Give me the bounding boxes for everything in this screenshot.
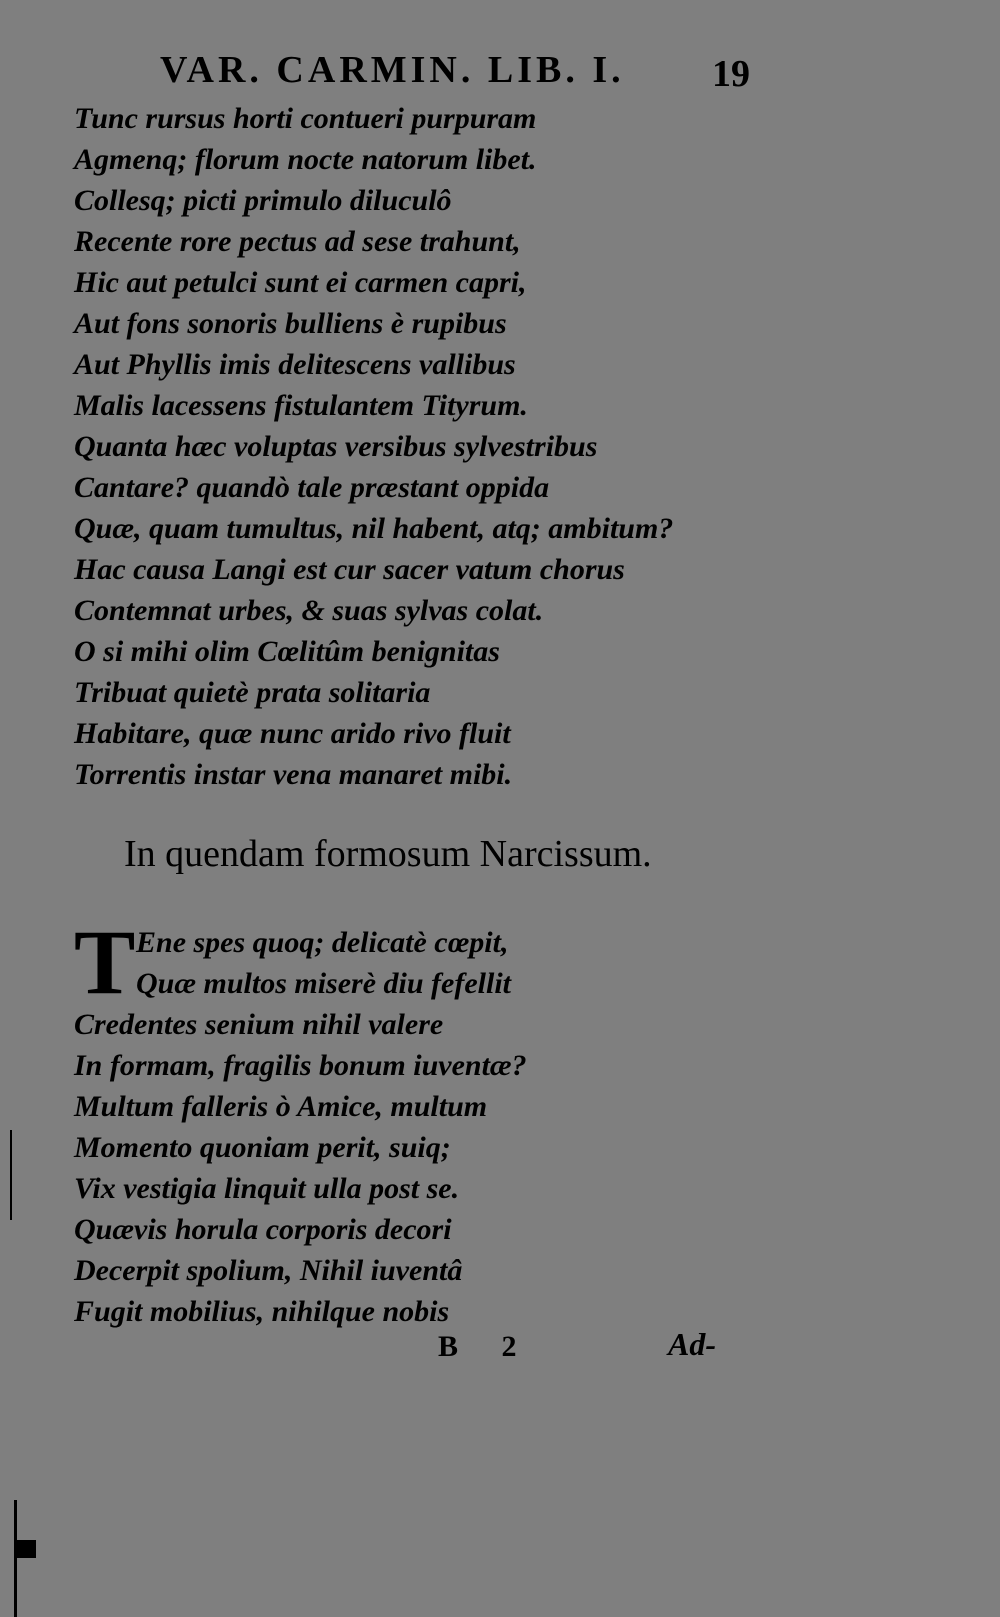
verse-line: Multum falleris ò Amice, multum [74, 1090, 488, 1123]
verse-line: Recente rore pectus ad sese trahunt, [74, 225, 521, 258]
verse-line: Hic aut petulci sunt ei carmen capri, [74, 266, 527, 299]
page-number: 19 [712, 53, 750, 95]
verse-line: Ene spes quoq; delicatè cœpit, [136, 926, 509, 959]
verse-line: Torrentis instar vena manaret mibi. [74, 758, 513, 791]
verse-line: Cantare? quandò tale præstant oppida [74, 471, 550, 504]
poem-1 [74, 98, 754, 795]
verse-line: Credentes senium nihil valere [74, 1008, 444, 1041]
verse-line: Agmenq; florum nocte natorum libet. [74, 143, 537, 176]
verse-line: Collesq; picti primulo diluculô [74, 184, 452, 217]
verse-line: Quævis horula corporis decori [74, 1213, 452, 1246]
verse-line: Aut fons sonoris bulliens è rupibus [74, 307, 507, 340]
verse-line: Tribuat quietè prata solitaria [74, 676, 431, 709]
running-head: VAR. CARMIN. LIB. I. [160, 49, 625, 91]
verse-line: Quæ, quam tumultus, nil habent, atq; ambitum? [74, 512, 674, 545]
verse-line: In formam, fragilis bonum iuventæ? [74, 1049, 527, 1082]
verse-line: O si mihi olim Cœlitûm benignitas [74, 635, 500, 668]
verse-line: Decerpit spolium, Nihil iuventâ [74, 1254, 463, 1287]
poem-title: In quendam formosum Narcissum. [124, 833, 652, 875]
verse-line: Quæ multos miserè diu fefellit [136, 967, 511, 1000]
verse-line: Vix vestigia linquit ulla post se. [74, 1172, 460, 1205]
catchword: Ad- [668, 1326, 716, 1362]
verse-line: Malis lacessens fistulantem Tityrum. [74, 389, 528, 422]
verse-line: Aut Phyllis imis delitescens vallibus [74, 348, 516, 381]
scan-edge-mark [14, 1540, 36, 1558]
poem-2 [74, 911, 754, 1332]
scan-edge-mark [14, 1500, 17, 1617]
verse-line: Tunc rursus horti contueri purpuram [74, 102, 537, 135]
verse-line: Hac causa Langi est cur sacer vatum chorus [74, 553, 625, 586]
drop-cap: T [74, 911, 136, 1013]
verse-line: Quanta hæc voluptas versibus sylvestribus [74, 430, 598, 463]
verse-line: Momento quoniam perit, suiq; [74, 1131, 451, 1164]
signature-mark: B 2 [438, 1330, 535, 1363]
scan-edge-mark [10, 1130, 12, 1220]
verse-line: Fugit mobilius, nihilque nobis [74, 1295, 450, 1328]
verse-line: Habitare, quæ nunc arido rivo fluit [74, 717, 511, 750]
verse-line: Contemnat urbes, & suas sylvas colat. [74, 594, 544, 627]
